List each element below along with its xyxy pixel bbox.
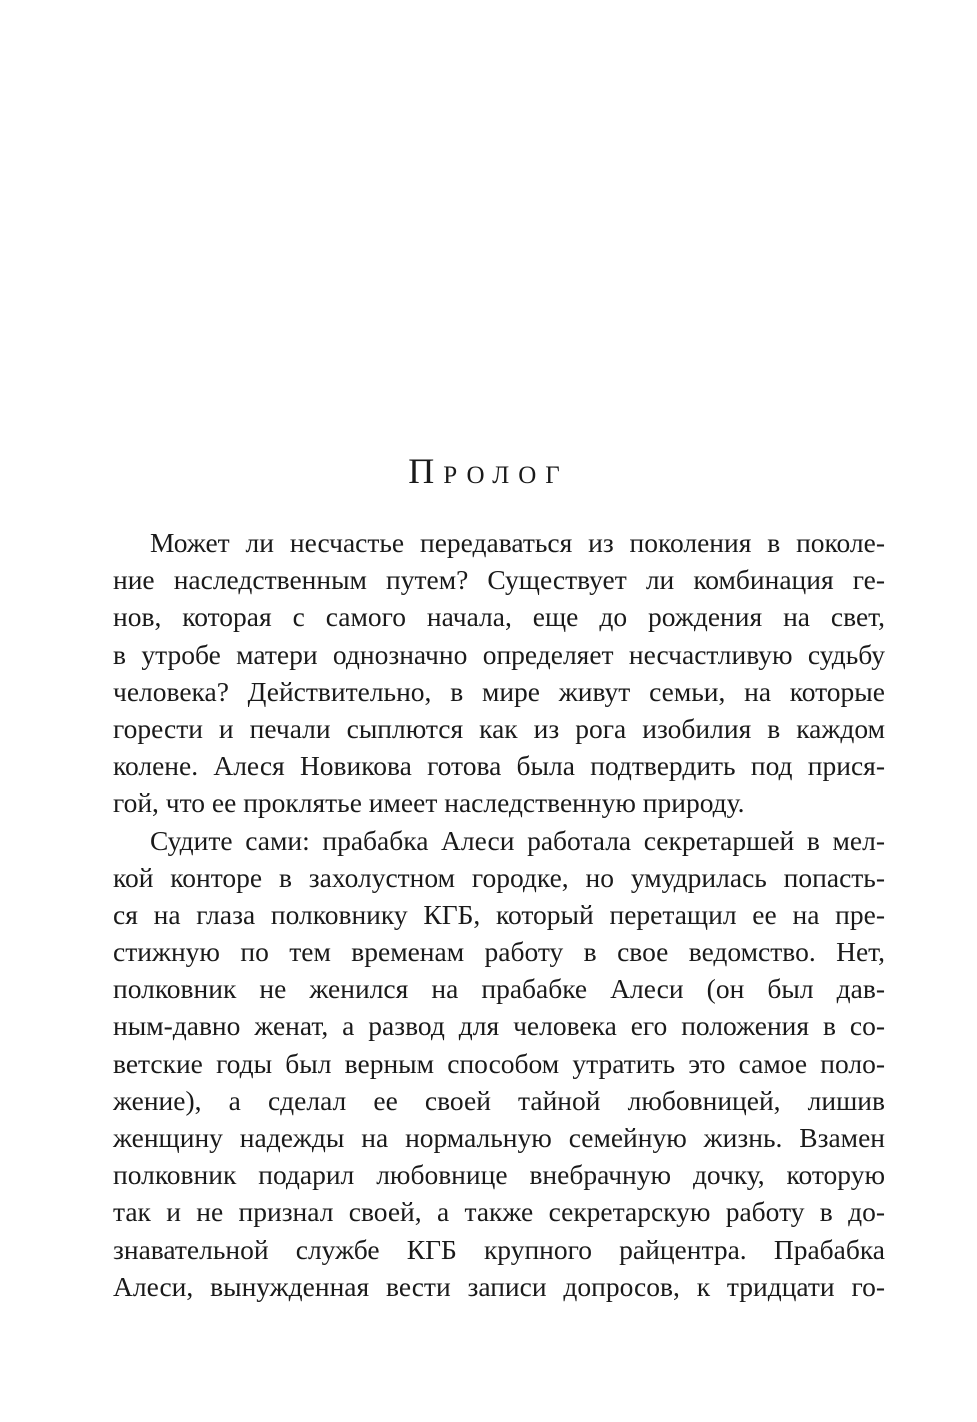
text-line: колене. Алеся Новикова готова была подтвердить под прися- (113, 750, 885, 782)
body-text (113, 524, 885, 1305)
text-line: гой, что ее проклятье имеет наследственную природу. (113, 787, 745, 819)
text-line: нов, которая с самого начала, еще до рождения на свет, (113, 601, 885, 633)
text-line: стижную по тем временам работу в свое ведомство. Нет, (113, 936, 885, 968)
text-line: полковник не женился на прабабке Алеси (он был дав- (113, 973, 885, 1005)
text-line: ся на глаза полковнику КГБ, который перетащил ее на пре- (113, 898, 885, 930)
text-line: полковник подарил любовнице внебрачную дочку, которую (113, 1159, 885, 1191)
text-line: горести и печали сыплются как из рога изобилия в каждом (113, 712, 885, 744)
text-line: Может ли несчастье передаваться из поколения в поколе- (150, 527, 885, 558)
text-line: Судите сами: прабабка Алеси работала секретаршей в мел- (150, 824, 885, 856)
text-line: кой конторе в захолустном городке, но умудрилась попасть- (113, 861, 885, 893)
text-line: женщину надежды на нормальную семейную жизнь. Взамен (113, 1122, 885, 1153)
text-line: Алеси, вынужденная вести записи допросов, к тридцати го- (113, 1270, 885, 1302)
text-line: ным-давно женат, а развод для человека его положения в со- (113, 1010, 885, 1042)
text-line: знавательной службе КГБ крупного райцентра. Прабабка (113, 1233, 885, 1265)
text-line: ветские годы был верным способом утратить это самое поло- (113, 1047, 885, 1079)
text-line: жение), а сделал ее своей тайной любовницей, лишив (113, 1084, 885, 1116)
text-line: в утробе матери однозначно определяет несчастливую судьбу (113, 638, 885, 670)
text-line: человека? Действительно, в мире живут семьи, на которые (113, 675, 885, 707)
text-line: ние наследственным путем? Существует ли комбинация ге- (113, 564, 885, 596)
text-line: так и не признал своей, а также секретарскую работу в до- (113, 1196, 885, 1228)
chapter-title: Пролог (408, 451, 569, 491)
